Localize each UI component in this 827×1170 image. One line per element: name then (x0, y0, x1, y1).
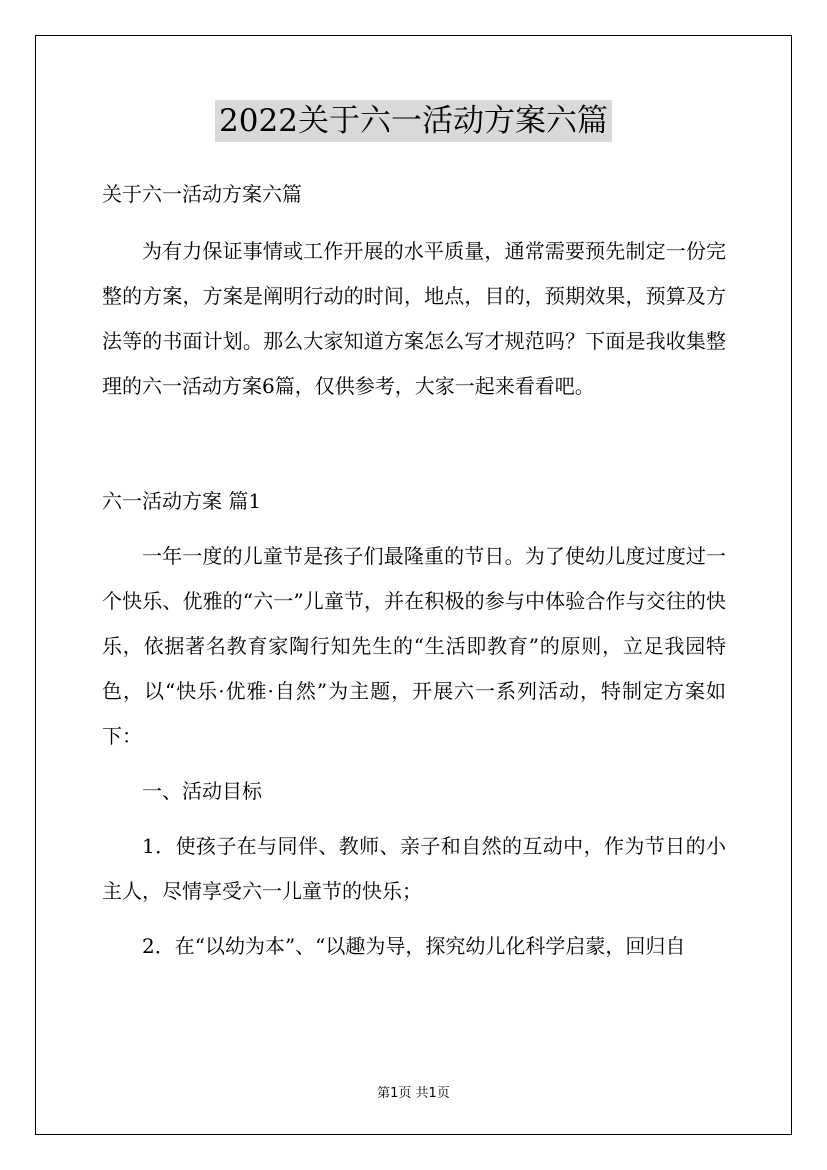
section-heading-1: 六一活动方案 篇1 (102, 489, 262, 513)
page-footer: 第1页 共1页 (377, 1086, 450, 1101)
goal-item-1: 1．使孩子在与同伴、教师、亲子和自然的互动中，作为节日的小主人，尽情享受六一儿童节的快乐； (102, 834, 726, 903)
intro-paragraph: 为有力保证事情或工作开展的水平质量，通常需要预先制定一份完整的方案，方案是阐明行动的时间，地点，目的，预期效果，预算及方法等的书面计划。那么大家知道方案怎么写才规范吗？下面是我收集整理的六一活动方案6篇，仅供参考，大家一起来看看吧。 (102, 239, 726, 398)
document-title: 2022关于六一活动方案六篇 (215, 100, 612, 142)
section-1-paragraph: 一年一度的儿童节是孩子们最隆重的节日。为了使幼儿度过度过一个快乐、优雅的“六一”儿童节，并在积极的参与中体验合作与交往的快乐，依据著名教育家陶行知先生的“生活即教育”的原则，立足我园特色，以“快乐·优雅·自然”为主题，开展六一系列活动，特制定方案如下： (102, 544, 726, 748)
title-container (0, 100, 827, 142)
goal-heading: 一、活动目标 (142, 779, 262, 803)
paragraph-spacer (102, 409, 726, 479)
document-body (102, 172, 726, 969)
document-subtitle: 关于六一活动方案六篇 (102, 182, 302, 206)
goal-item-2: 2．在“以幼为本”、“以趣为导，探究幼儿化科学启蒙，回归自 (142, 934, 686, 958)
